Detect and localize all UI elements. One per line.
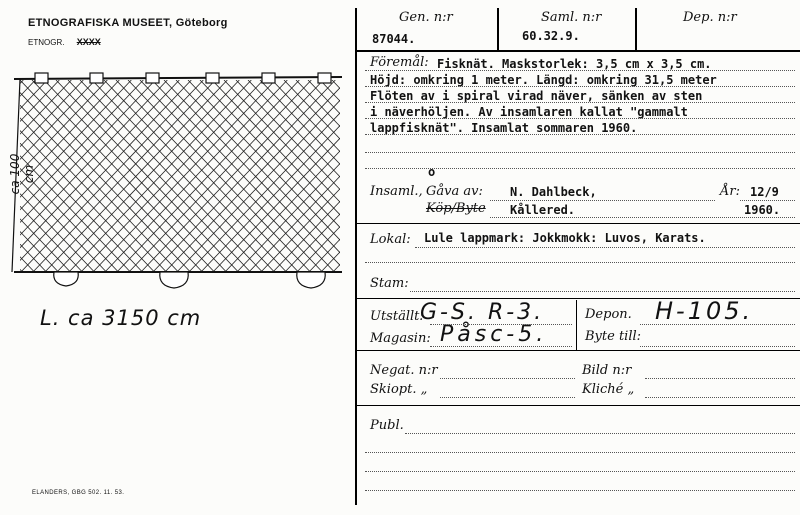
utstallt-label: Utställt:: [370, 309, 424, 324]
length-note: L. ca 3150 cm: [40, 306, 202, 330]
lokal-value: Lule lappmark: Jokkmokk: Luvos, Karats.: [424, 231, 706, 245]
lokal-label: Lokal:: [370, 232, 411, 247]
bild-label: Bild n:r: [582, 363, 632, 378]
museum-city: Göteborg: [175, 17, 228, 29]
byte-label: Byte till:: [585, 329, 642, 344]
etnogr-label: ETNOGR.: [28, 38, 65, 47]
etnogr-struck: XXXX: [76, 37, 101, 47]
gava-value: N. Dahlbeck,: [510, 185, 597, 199]
foremal-line-5: lappfisknät". Insamlat sommaren 1960.: [370, 121, 638, 135]
top-rule: [357, 50, 800, 52]
rule-4: [357, 350, 800, 351]
utstallt-value: G-S. R-3.: [420, 300, 545, 325]
stam-label: Stam:: [370, 276, 409, 291]
foremal-line-4: i näverhöljen. Av insamlaren kallat "gammalt: [370, 105, 688, 119]
skiopt-label: Skiopt. „: [370, 382, 428, 397]
saml-label: Saml. n:r: [541, 10, 602, 25]
museum-name: ETNOGRAFISKA MUSEET,: [28, 17, 173, 29]
negat-label: Negat. n:r: [370, 363, 438, 378]
rule-2: [357, 223, 800, 224]
kop-struck: Köp/Byte: [426, 201, 486, 216]
magasin-label: Magasin:: [370, 331, 431, 346]
magasin-value: Påsc-5.: [440, 322, 548, 347]
gava-label: Gåva av:: [426, 184, 483, 199]
insaml-marker: o: [428, 165, 436, 179]
ar-value-2: 1960.: [744, 203, 781, 217]
depon-label: Depon.: [585, 307, 632, 322]
insaml-place: Kållered.: [510, 203, 576, 217]
kliche-label: Kliché „: [582, 382, 635, 397]
foremal-line-2: Höjd: omkring 1 meter. Längd: omkring 31,5 meter: [370, 73, 717, 87]
height-note: ca 100 cm: [8, 153, 36, 195]
foremal-label: Föremål:: [370, 55, 429, 70]
ar-value-1: 12/9: [750, 185, 779, 199]
fishing-net-drawing: [0, 60, 345, 295]
insaml-label: Insaml.,: [370, 184, 423, 199]
printer-mark: ELANDERS, GBG 502. 11. 53.: [32, 490, 125, 496]
main-divider: [355, 8, 357, 505]
ar-label: År:: [720, 184, 740, 199]
rule-5: [357, 405, 800, 406]
gen-value: 87044.: [372, 32, 416, 46]
dep-label: Dep. n:r: [683, 10, 737, 25]
saml-value: 60.32.9.: [522, 29, 580, 43]
storage-divider: [576, 300, 577, 350]
gen-label: Gen. n:r: [399, 10, 453, 25]
depon-value: H-105.: [655, 297, 754, 325]
top-divider-2: [635, 8, 637, 50]
foremal-line-1: Fisknät. Maskstorlek: 3,5 cm x 3,5 cm.: [437, 57, 712, 71]
publ-label: Publ.: [370, 418, 404, 433]
top-divider-1: [497, 8, 499, 50]
foremal-line-3: Flöten av i spiral virad näver, sänken av sten: [370, 89, 703, 103]
